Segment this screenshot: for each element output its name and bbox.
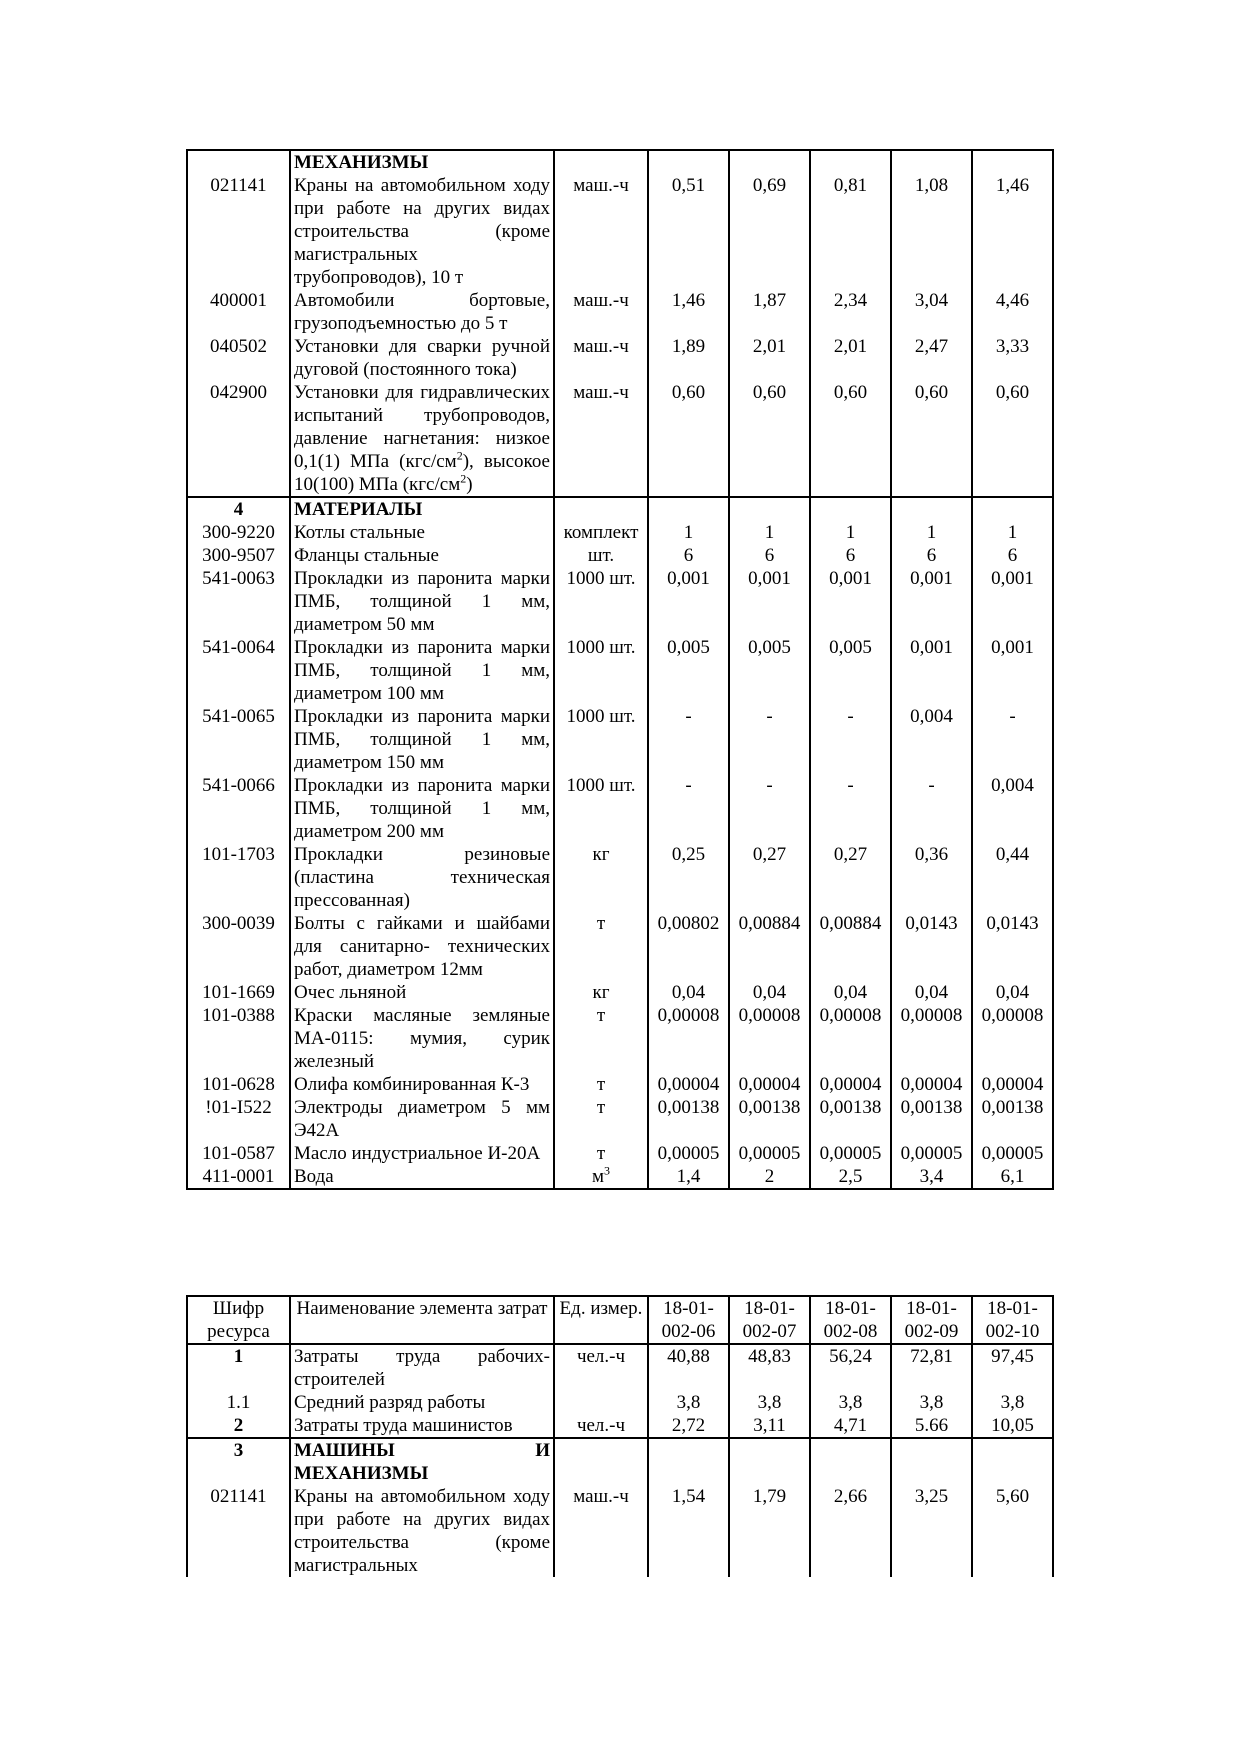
table-row <box>187 289 1053 335</box>
row-value: 0,005 <box>810 636 891 705</box>
row-code: 101-1703 <box>187 843 290 912</box>
row-value: 0,005 <box>648 636 729 705</box>
row-name: Вода <box>290 1165 554 1189</box>
row-value: 2,01 <box>810 335 891 381</box>
table-header-row <box>187 1296 1053 1344</box>
row-value: 0,60 <box>972 381 1053 497</box>
row-value: 0,00005 <box>729 1142 810 1165</box>
table-row <box>187 174 1053 289</box>
table-row <box>187 912 1053 981</box>
row-code: 1 <box>187 1344 290 1391</box>
row-unit: комплект <box>554 521 648 544</box>
table-row <box>187 774 1053 843</box>
row-value: 0,25 <box>648 843 729 912</box>
row-unit <box>554 1438 648 1485</box>
row-value: 0,27 <box>810 843 891 912</box>
header-norm-08: 18-01-002-08 <box>810 1296 891 1344</box>
row-code: 040502 <box>187 335 290 381</box>
row-code: 3 <box>187 1438 290 1485</box>
row-value: 6 <box>810 544 891 567</box>
row-value: - <box>729 774 810 843</box>
row-value: 0,0143 <box>972 912 1053 981</box>
row-value: 0,04 <box>972 981 1053 1004</box>
row-unit: чел.-ч <box>554 1344 648 1391</box>
row-unit: т <box>554 1096 648 1142</box>
row-code: 300-0039 <box>187 912 290 981</box>
row-value: 0,00884 <box>810 912 891 981</box>
row-code: 541-0064 <box>187 636 290 705</box>
row-code: 101-0587 <box>187 1142 290 1165</box>
row-name: Фланцы стальные <box>290 544 554 567</box>
row-unit: шт. <box>554 544 648 567</box>
table-row <box>187 381 1053 497</box>
row-code: 2 <box>187 1414 290 1438</box>
row-value: 6 <box>891 544 972 567</box>
row-value <box>648 1438 729 1485</box>
row-value: 0,00008 <box>891 1004 972 1073</box>
row-value: 0,04 <box>891 981 972 1004</box>
row-value: 0,00802 <box>648 912 729 981</box>
row-name: Краны на автомобильном ходу при работе на других видах строительства (кроме магистральных <box>290 1485 554 1577</box>
row-value: - <box>810 705 891 774</box>
row-value: 40,88 <box>648 1344 729 1391</box>
table-row <box>187 497 1053 521</box>
row-name: МАТЕРИАЛЫ <box>290 497 554 521</box>
row-name: Средний разряд работы <box>290 1391 554 1414</box>
row-value: 1,54 <box>648 1485 729 1577</box>
header-name: Наименование элемента затрат <box>290 1296 554 1344</box>
row-value: 3,8 <box>648 1391 729 1414</box>
row-value: 0,00008 <box>972 1004 1053 1073</box>
row-name: Очес льняной <box>290 981 554 1004</box>
row-value: 0,00138 <box>891 1096 972 1142</box>
row-value: 0,00005 <box>648 1142 729 1165</box>
row-name: Масло индустриальное И-20А <box>290 1142 554 1165</box>
row-unit: $м^3$ <box>554 1165 648 1189</box>
row-value: 3,04 <box>891 289 972 335</box>
row-value: 0,001 <box>972 567 1053 636</box>
row-value: 5,60 <box>972 1485 1053 1577</box>
row-value: 6 <box>648 544 729 567</box>
table-body <box>187 150 1053 1189</box>
row-value: 3,4 <box>891 1165 972 1189</box>
table-row <box>187 1344 1053 1391</box>
resource-table-continued <box>186 149 1054 1190</box>
row-unit <box>554 1391 648 1414</box>
row-value: 0,004 <box>891 705 972 774</box>
row-unit: 1000 шт. <box>554 636 648 705</box>
row-name: Прокладки резиновые (пластина техническая прессованная) <box>290 843 554 912</box>
row-value: 3,8 <box>891 1391 972 1414</box>
row-value: 0,44 <box>972 843 1053 912</box>
row-value <box>729 150 810 174</box>
row-value: 5.66 <box>891 1414 972 1438</box>
row-code: 101-0388 <box>187 1004 290 1073</box>
row-value <box>891 150 972 174</box>
row-value: 1 <box>648 521 729 544</box>
row-value: 6 <box>729 544 810 567</box>
row-value: - <box>648 705 729 774</box>
row-code: 021141 <box>187 174 290 289</box>
row-name: Олифа комбинированная К-3 <box>290 1073 554 1096</box>
table-body <box>187 1344 1053 1577</box>
table-row <box>187 705 1053 774</box>
row-code: 400001 <box>187 289 290 335</box>
row-value: 0,00004 <box>729 1073 810 1096</box>
row-value: 2,01 <box>729 335 810 381</box>
row-unit: чел.-ч <box>554 1414 648 1438</box>
row-value: 0,00005 <box>972 1142 1053 1165</box>
row-unit: маш.-ч <box>554 1485 648 1577</box>
row-code <box>187 150 290 174</box>
row-value: 0,001 <box>972 636 1053 705</box>
row-value: 0,00138 <box>810 1096 891 1142</box>
row-code: 4 <box>187 497 290 521</box>
row-name: Затраты труда рабочих-строителей <box>290 1344 554 1391</box>
row-value: 0,00004 <box>810 1073 891 1096</box>
row-value: 0,04 <box>648 981 729 1004</box>
row-value <box>810 150 891 174</box>
row-value: 0,001 <box>648 567 729 636</box>
row-name: Установки для гидравлических испытаний трубопроводов, давление нагнетания: низкое 0,1(1) МПа $(кгс/см^2)$, высокое 10(100) МПа $(кгс/см^2)$ <box>290 381 554 497</box>
header-unit: Ед. измер. <box>554 1296 648 1344</box>
row-unit <box>554 497 648 521</box>
row-value: 1,87 <box>729 289 810 335</box>
row-value: 0,00005 <box>891 1142 972 1165</box>
row-value: 0,00138 <box>648 1096 729 1142</box>
row-value: 1 <box>729 521 810 544</box>
row-value: 1,79 <box>729 1485 810 1577</box>
row-value: 6,1 <box>972 1165 1053 1189</box>
row-unit: т <box>554 912 648 981</box>
row-value: 2,47 <box>891 335 972 381</box>
table-row <box>187 1096 1053 1142</box>
row-code: 101-1669 <box>187 981 290 1004</box>
row-unit: маш.-ч <box>554 335 648 381</box>
row-unit: 1000 шт. <box>554 705 648 774</box>
row-value <box>648 497 729 521</box>
row-value: 0,60 <box>810 381 891 497</box>
row-value: 0,81 <box>810 174 891 289</box>
row-name: Автомобили бортовые, грузоподъемностью до 5 т <box>290 289 554 335</box>
row-value: - <box>729 705 810 774</box>
header-code: Шифр ресурса <box>187 1296 290 1344</box>
row-value: 1 <box>810 521 891 544</box>
table-row <box>187 1438 1053 1485</box>
row-code: 101-0628 <box>187 1073 290 1096</box>
row-name: Прокладки из паронита марки ПМБ, толщиной 1 мм, диаметром 100 мм <box>290 636 554 705</box>
header-norm-10: 18-01-002-10 <box>972 1296 1053 1344</box>
row-unit: кг <box>554 981 648 1004</box>
row-value: 0,001 <box>891 636 972 705</box>
row-value <box>729 1438 810 1485</box>
table-row <box>187 1073 1053 1096</box>
row-value <box>648 150 729 174</box>
row-value: 4,71 <box>810 1414 891 1438</box>
row-code: 541-0065 <box>187 705 290 774</box>
header-norm-07: 18-01-002-07 <box>729 1296 810 1344</box>
table-row <box>187 1485 1053 1577</box>
row-value: 0,0143 <box>891 912 972 981</box>
row-value: 0,69 <box>729 174 810 289</box>
row-value: 0,00138 <box>972 1096 1053 1142</box>
row-value: 1,08 <box>891 174 972 289</box>
row-value: 1,46 <box>648 289 729 335</box>
row-value: 2,66 <box>810 1485 891 1577</box>
row-code: 1.1 <box>187 1391 290 1414</box>
row-value: 3,11 <box>729 1414 810 1438</box>
row-value: 0,00138 <box>729 1096 810 1142</box>
row-value: 48,83 <box>729 1344 810 1391</box>
row-value <box>891 1438 972 1485</box>
row-value: 0,00008 <box>729 1004 810 1073</box>
row-name: Прокладки из паронита марки ПМБ, толщиной 1 мм, диаметром 200 мм <box>290 774 554 843</box>
row-value: 0,001 <box>891 567 972 636</box>
row-value: 2,34 <box>810 289 891 335</box>
row-value <box>972 497 1053 521</box>
row-name: Прокладки из паронита марки ПМБ, толщиной 1 мм, диаметром 50 мм <box>290 567 554 636</box>
resource-table <box>186 1295 1054 1577</box>
row-value <box>810 497 891 521</box>
row-value: 0,04 <box>729 981 810 1004</box>
row-code: 021141 <box>187 1485 290 1577</box>
table-row <box>187 1165 1053 1189</box>
row-value: 0,00004 <box>891 1073 972 1096</box>
row-value: 3,25 <box>891 1485 972 1577</box>
row-value: - <box>648 774 729 843</box>
row-code: 300-9507 <box>187 544 290 567</box>
row-value: 3,33 <box>972 335 1053 381</box>
row-value: 6 <box>972 544 1053 567</box>
row-unit: т <box>554 1004 648 1073</box>
row-code: 300-9220 <box>187 521 290 544</box>
row-unit <box>554 150 648 174</box>
row-value: - <box>891 774 972 843</box>
row-value: 3,8 <box>810 1391 891 1414</box>
row-value: 0,00004 <box>972 1073 1053 1096</box>
row-unit: маш.-ч <box>554 289 648 335</box>
row-unit: 1000 шт. <box>554 774 648 843</box>
row-name: Затраты труда машинистов <box>290 1414 554 1438</box>
row-name: Болты с гайками и шайбами для санитарно- технических работ, диаметром 12мм <box>290 912 554 981</box>
row-value: 0,00008 <box>810 1004 891 1073</box>
table-row <box>187 1391 1053 1414</box>
row-value: 1 <box>891 521 972 544</box>
row-value <box>972 150 1053 174</box>
row-value: 0,001 <box>729 567 810 636</box>
row-value: 1,4 <box>648 1165 729 1189</box>
row-value: 0,60 <box>891 381 972 497</box>
row-value: 0,00005 <box>810 1142 891 1165</box>
row-unit: т <box>554 1073 648 1096</box>
row-name: Краны на автомобильном ходу при работе на других видах строительства (кроме магистральных трубопроводов), 10 т <box>290 174 554 289</box>
row-value: 0,51 <box>648 174 729 289</box>
table-row <box>187 636 1053 705</box>
row-value: 2,5 <box>810 1165 891 1189</box>
row-name: Котлы стальные <box>290 521 554 544</box>
row-name: Краски масляные земляные МА-0115: мумия, сурик железный <box>290 1004 554 1073</box>
row-code: !01-I522 <box>187 1096 290 1142</box>
row-value: 2,72 <box>648 1414 729 1438</box>
row-value: 0,005 <box>729 636 810 705</box>
row-unit: 1000 шт. <box>554 567 648 636</box>
row-code: 411-0001 <box>187 1165 290 1189</box>
row-value: 0,004 <box>972 774 1053 843</box>
header-norm-06: 18-01-002-06 <box>648 1296 729 1344</box>
row-value: 0,00008 <box>648 1004 729 1073</box>
row-value: 3,8 <box>729 1391 810 1414</box>
table-row <box>187 544 1053 567</box>
row-value: 4,46 <box>972 289 1053 335</box>
row-unit: кг <box>554 843 648 912</box>
row-unit: маш.-ч <box>554 174 648 289</box>
table-row <box>187 150 1053 174</box>
table-row <box>187 521 1053 544</box>
row-value: 10,05 <box>972 1414 1053 1438</box>
row-name: Прокладки из паронита марки ПМБ, толщиной 1 мм, диаметром 150 мм <box>290 705 554 774</box>
table-row <box>187 981 1053 1004</box>
row-value: - <box>810 774 891 843</box>
row-value: 2 <box>729 1165 810 1189</box>
row-value: - <box>972 705 1053 774</box>
row-name: Установки для сварки ручной дуговой (постоянного тока) <box>290 335 554 381</box>
row-unit: т <box>554 1142 648 1165</box>
row-value: 1 <box>972 521 1053 544</box>
row-value: 0,60 <box>729 381 810 497</box>
row-value <box>972 1438 1053 1485</box>
row-name: МЕХАНИЗМЫ <box>290 150 554 174</box>
row-value: 0,00004 <box>648 1073 729 1096</box>
row-value: 72,81 <box>891 1344 972 1391</box>
row-name: МАШИНЫ И МЕХАНИЗМЫ <box>290 1438 554 1485</box>
row-value: 0,00884 <box>729 912 810 981</box>
row-value: 1,46 <box>972 174 1053 289</box>
row-name: Электроды диаметром 5 мм Э42А <box>290 1096 554 1142</box>
row-value: 0,001 <box>810 567 891 636</box>
row-code: 042900 <box>187 381 290 497</box>
table-row <box>187 1414 1053 1438</box>
row-value: 56,24 <box>810 1344 891 1391</box>
header-norm-09: 18-01-002-09 <box>891 1296 972 1344</box>
table-row <box>187 567 1053 636</box>
row-value: 0,04 <box>810 981 891 1004</box>
row-code: 541-0063 <box>187 567 290 636</box>
table-row <box>187 843 1053 912</box>
row-value <box>891 497 972 521</box>
row-value: 0,36 <box>891 843 972 912</box>
table-row <box>187 1142 1053 1165</box>
row-value: 3,8 <box>972 1391 1053 1414</box>
row-unit: маш.-ч <box>554 381 648 497</box>
row-code: 541-0066 <box>187 774 290 843</box>
row-value: 1,89 <box>648 335 729 381</box>
row-value <box>729 497 810 521</box>
row-value: 97,45 <box>972 1344 1053 1391</box>
row-value: 0,60 <box>648 381 729 497</box>
table-row <box>187 335 1053 381</box>
table-row <box>187 1004 1053 1073</box>
row-value: 0,27 <box>729 843 810 912</box>
row-value <box>810 1438 891 1485</box>
